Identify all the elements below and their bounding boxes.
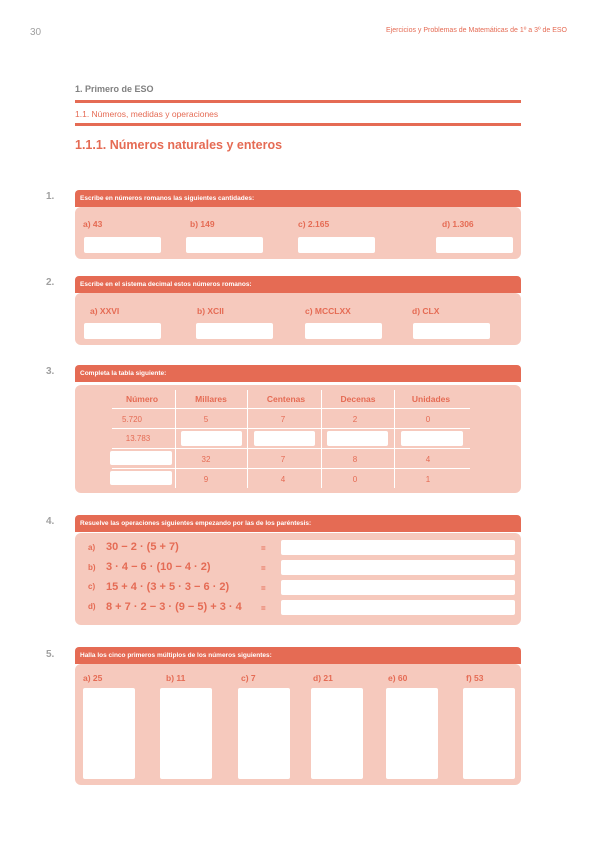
answer-box[interactable] [298,237,375,253]
table-header: Millares [195,394,227,404]
answer-box[interactable] [281,600,515,615]
item-label: d) 21 [313,673,333,683]
table-cell: 2 [352,415,358,424]
table-cell: 9 [203,475,209,484]
item-label: b) 149 [190,219,215,229]
table-cell: 0 [352,475,358,484]
table-cell: 5 [203,415,209,424]
table-gridline [247,390,248,488]
exercise-number: 4. [46,516,55,527]
item-label: f) 53 [466,673,484,683]
equals-sign: = [261,544,266,553]
answer-box[interactable] [181,431,242,446]
exercise-instruction: Resuelve las operaciones siguientes empezando por las de los paréntesis: [75,515,521,532]
running-title: Ejercicios y Problemas de Matemáticas de 1º a 3º de ESO [386,27,567,34]
table-cell: 4 [425,455,431,464]
exercise-number: 3. [46,366,55,377]
exercise-number: 5. [46,649,55,660]
answer-box[interactable] [386,688,438,779]
table-gridline [112,448,470,449]
table-header: Decenas [340,394,376,404]
divider [75,100,521,103]
table-gridline [112,408,470,409]
item-label: d) 1.306 [442,219,474,229]
equals-sign: = [261,564,266,573]
table-cell: 7 [280,455,286,464]
item-label: b) XCII [197,306,224,316]
item-label: c) 7 [241,673,256,683]
answer-box[interactable] [186,237,263,253]
table-cell: 8 [352,455,358,464]
table-header: Unidades [411,394,451,404]
table-gridline [112,468,470,469]
exercise-panel [75,664,521,785]
answer-box[interactable] [327,431,388,446]
item-letter: a) [88,543,96,552]
item-label: e) 60 [388,673,408,683]
table-cell: 5.720 [121,415,143,424]
item-label: b) 11 [166,673,186,683]
item-letter: d) [88,602,96,611]
section-heading: 1.1.1. Números naturales y enteros [75,138,283,152]
item-label: c) 2.165 [298,219,330,229]
answer-box[interactable] [281,560,515,575]
answer-box[interactable] [305,323,382,339]
table-cell: 32 [201,455,211,464]
answer-box[interactable] [281,580,515,595]
page-number: 30 [30,27,42,38]
section-subtitle: 1.1. Números, medidas y operaciones [75,109,219,119]
equals-sign: = [261,604,266,613]
answer-box[interactable] [84,323,161,339]
item-label: a) 25 [83,673,103,683]
item-letter: c) [88,582,96,591]
exercise-instruction: Completa la tabla siguiente: [75,365,521,382]
expression: 15 + 4 · (3 + 5 · 3 − 6 · 2) [106,581,230,593]
answer-box[interactable] [160,688,212,779]
exercise-instruction: Halla los cinco primeros múltiplos de los números siguientes: [75,647,521,664]
answer-box[interactable] [110,451,172,465]
table-header: Número [125,394,159,404]
answer-box[interactable] [110,471,172,485]
item-label: d) CLX [412,306,440,316]
table-cell: 0 [425,415,431,424]
expression: 8 + 7 · 2 − 3 · (9 − 5) + 3 · 4 [106,601,242,613]
answer-box[interactable] [84,237,161,253]
exercise-instruction: Escribe en números romanos las siguientes cantidades: [75,190,521,207]
answer-box[interactable] [83,688,135,779]
answer-box[interactable] [413,323,490,339]
table-header: Centenas [266,394,306,404]
exercise-number: 2. [46,277,55,288]
item-label: c) MCCLXX [305,306,351,316]
answer-box[interactable] [436,237,513,253]
table-cell: 13.783 [125,434,151,443]
item-label: a) 43 [83,219,103,229]
item-letter: b) [88,563,96,572]
table-cell: 4 [280,475,286,484]
table-gridline [394,390,395,488]
answer-box[interactable] [281,540,515,555]
expression: 30 − 2 · (5 + 7) [106,541,179,553]
answer-box[interactable] [401,431,463,446]
answer-box[interactable] [311,688,363,779]
answer-box[interactable] [238,688,290,779]
table-gridline [175,390,176,488]
divider [75,123,521,126]
answer-box[interactable] [254,431,315,446]
section-title: 1. Primero de ESO [75,84,154,94]
expression: 3 · 4 − 6 · (10 − 4 · 2) [106,561,211,573]
answer-box[interactable] [463,688,515,779]
answer-box[interactable] [196,323,273,339]
exercise-number: 1. [46,191,55,202]
table-gridline [321,390,322,488]
table-cell: 1 [425,475,431,484]
equals-sign: = [261,584,266,593]
item-label: a) XXVI [90,306,120,316]
table-cell: 7 [280,415,286,424]
table-gridline [112,428,470,429]
exercise-instruction: Escribe en el sistema decimal estos números romanos: [75,276,521,293]
